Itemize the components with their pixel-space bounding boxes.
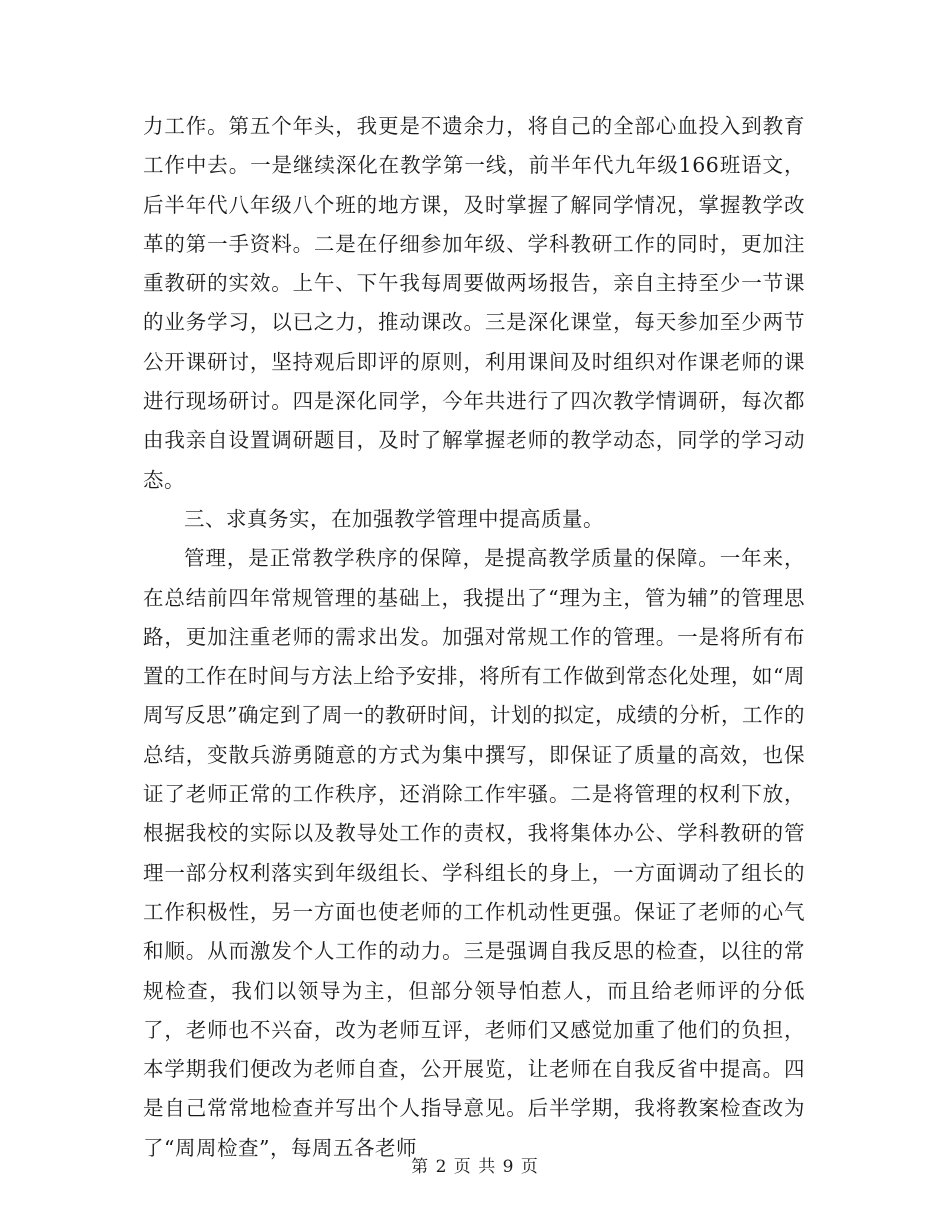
section-heading: 三、求真务实，在加强教学管理中提高质量。 — [184, 506, 604, 531]
paragraph-management: 管理，是正常教学秩序的保障，是提高教学质量的保障。一年来，在总结前四年常规管理的基础上，我提出了“理为主，管为辅”的管理思路，更加注重老师的需求出发。加强对常规工作的管理。一是将所有布置的工作在时间与方法上给予安排，将所有工作做到常态化处理，如“周周写反思”确定到了周一的教研时间，计划的拟定，成绩的分析，工作的总结，变散兵游勇随意的方式为集中撰写，即保证了质量的高效，也保证了老师正常的工作秩序，还消除工作牢骚。二是将管理的权利下放，根据我校的实际以及教导处工作的责权，我将集体办公、学科教研的管理一部分权利落实到年级组长、学科组长的身上，一方面调动了组长的工作积极性，另一方面也使老师的工作机动性更强。保证了老师的心气和顺。从而激发个人工作的动力。三是强调自我反思的检查，以往的常规检查，我们以领导为主，但部分领导怕惹人，而且给老师评的分低了，老师也不兴奋，改为老师互评，老师们又感觉加重了他们的负担，本学期我们便改为老师自查，公开展览，让老师在自我反省中提高。四是自己常常地检查并写出个人指导意见。后半学期，我将教案检查改为了“周周检查”，每周五各老师 — [143, 546, 805, 1160]
page-number-footer: 第 2 页 共 9 页 — [411, 1157, 539, 1177]
paragraph-continuation: 力工作。第五个年头，我更是不遗余力，将自己的全部心血投入到教育工作中去。一是继续深化在教学第一线，前半年代九年级166班语文，后半年代八年级八个班的地方课，及时掌握了解同学情况，掌握教学改革的第一手资料。二是在仔细参加年级、学科教研工作的同时，更加注重教研的实效。上午、下午我每周要做两场报告，亲自主持至少一节课的业务学习，以已之力，推动课改。三是深化课堂，每天参加至少两节公开课研讨，坚持观后即评的原则，利用课间及时组织对作课老师的课进行现场研讨。四是深化同学，今年共进行了四次教学情调研，每次都由我亲自设置调研题目，及时了解掌握老师的教学动态，同学的学习动态。 — [143, 114, 805, 492]
document-body — [143, 107, 805, 1168]
